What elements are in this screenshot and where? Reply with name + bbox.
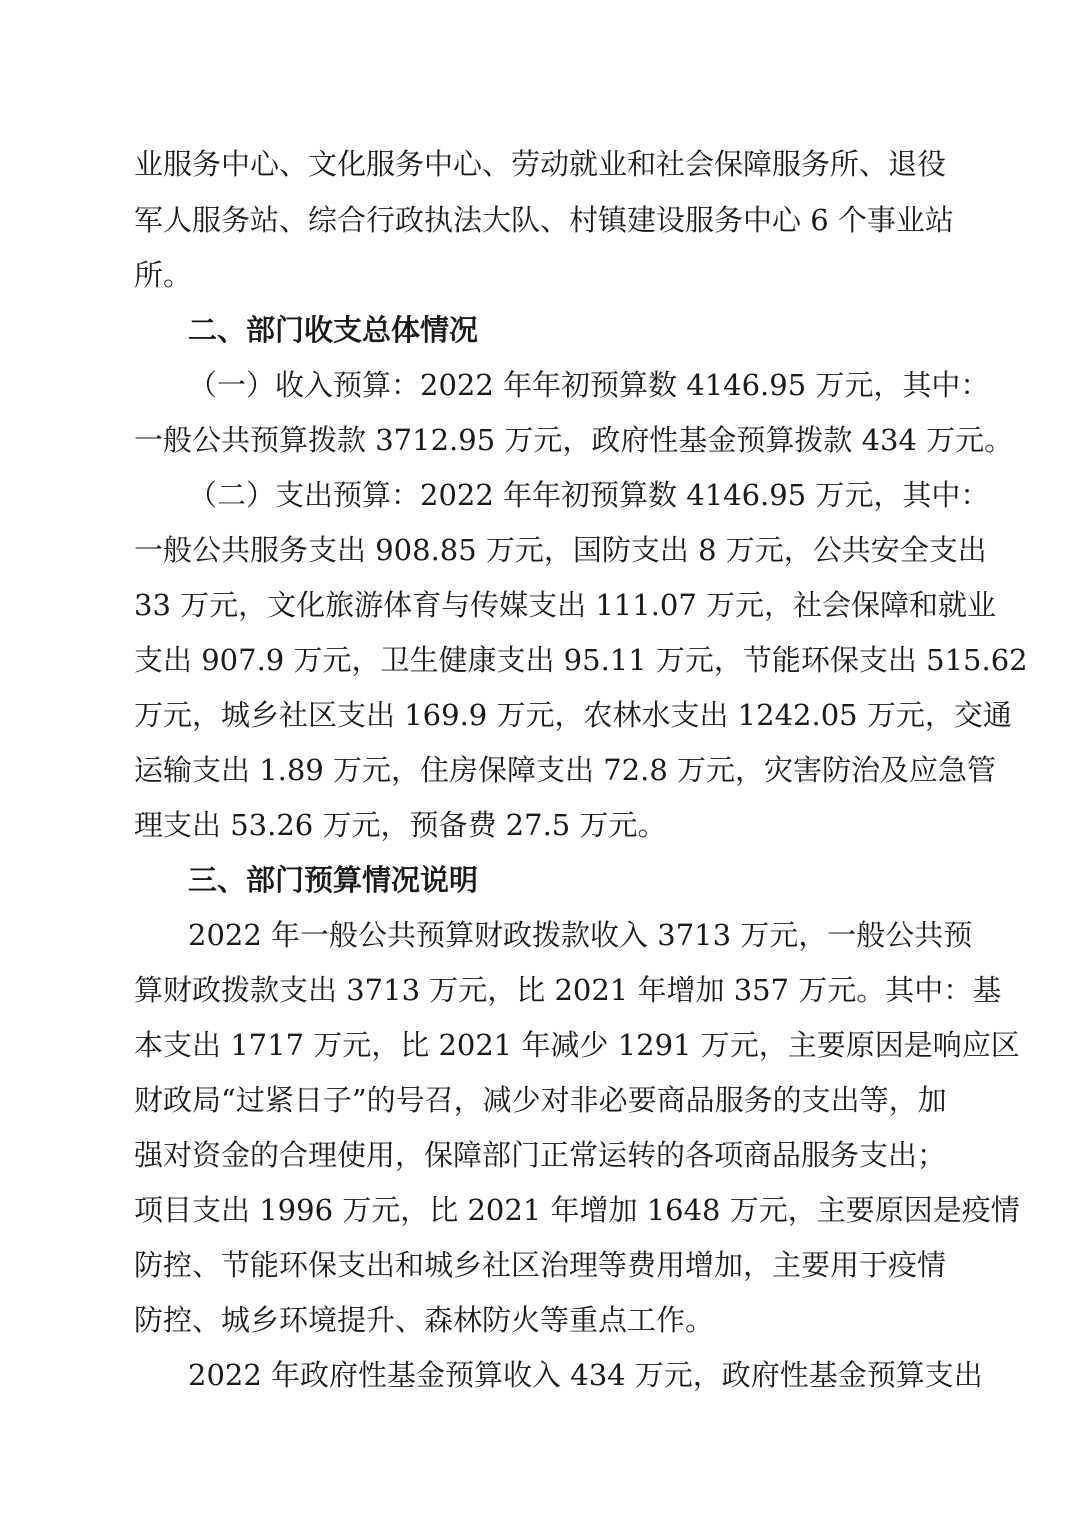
text-line: 强对资金的合理使用，保障部门正常运转的各项商品服务支出； [134, 1138, 947, 1172]
text-line: 33 万元，文化旅游体育与传媒支出 111.07 万元，社会保障和就业 [134, 588, 997, 622]
text-line: 一般公共预算拨款 3712.95 万元，政府性基金预算拨款 434 万元。 [134, 423, 1014, 457]
text-line: 军人服务站、综合行政执法大队、村镇建设服务中心 6 个事业站 [134, 203, 954, 237]
text-line: 一般公共服务支出 908.85 万元，国防支出 8 万元，公共安全支出 [134, 533, 987, 567]
text-line: 防控、节能环保支出和城乡社区治理等费用增加，主要用于疫情 [134, 1248, 947, 1282]
text-line: 支出 907.9 万元，卫生健康支出 95.11 万元，节能环保支出 515.62 [134, 643, 1028, 677]
text-line: 2022 年政府性基金预算收入 434 万元，政府性基金预算支出 [188, 1358, 983, 1392]
section-heading-3: 三、部门预算情况说明 [188, 863, 479, 897]
text-line: 2022 年一般公共预算财政拨款收入 3713 万元，一般公共预 [188, 918, 973, 952]
text-line: （二）支出预算：2022 年年初预算数 4146.95 万元，其中： [188, 478, 990, 512]
text-line: 业服务中心、文化服务中心、劳动就业和社会保障服务所、退役 [134, 147, 947, 181]
section-heading-2: 二、部门收支总体情况 [188, 313, 479, 347]
text-line: 项目支出 1996 万元，比 2021 年增加 1648 万元，主要原因是疫情 [134, 1193, 1020, 1227]
text-line: 财政局“过紧日子”的号召，减少对非必要商品服务的支出等，加 [134, 1083, 947, 1117]
text-line: 运输支出 1.89 万元，住房保障支出 72.8 万元，灾害防治及应急管 [134, 753, 997, 787]
text-line: 理支出 53.26 万元，预备费 27.5 万元。 [134, 808, 667, 842]
text-line: （一）收入预算：2022 年年初预算数 4146.95 万元，其中： [188, 368, 990, 402]
text-line: 本支出 1717 万元，比 2021 年减少 1291 万元，主要原因是响应区 [134, 1028, 1020, 1062]
text-line: 所。 [134, 258, 193, 292]
text-line: 万元，城乡社区支出 169.9 万元，农林水支出 1242.05 万元，交通 [134, 698, 1012, 732]
text-line: 算财政拨款支出 3713 万元，比 2021 年增加 357 万元。其中：基 [134, 973, 1002, 1007]
text-line: 防控、城乡环境提升、森林防火等重点工作。 [134, 1303, 715, 1337]
